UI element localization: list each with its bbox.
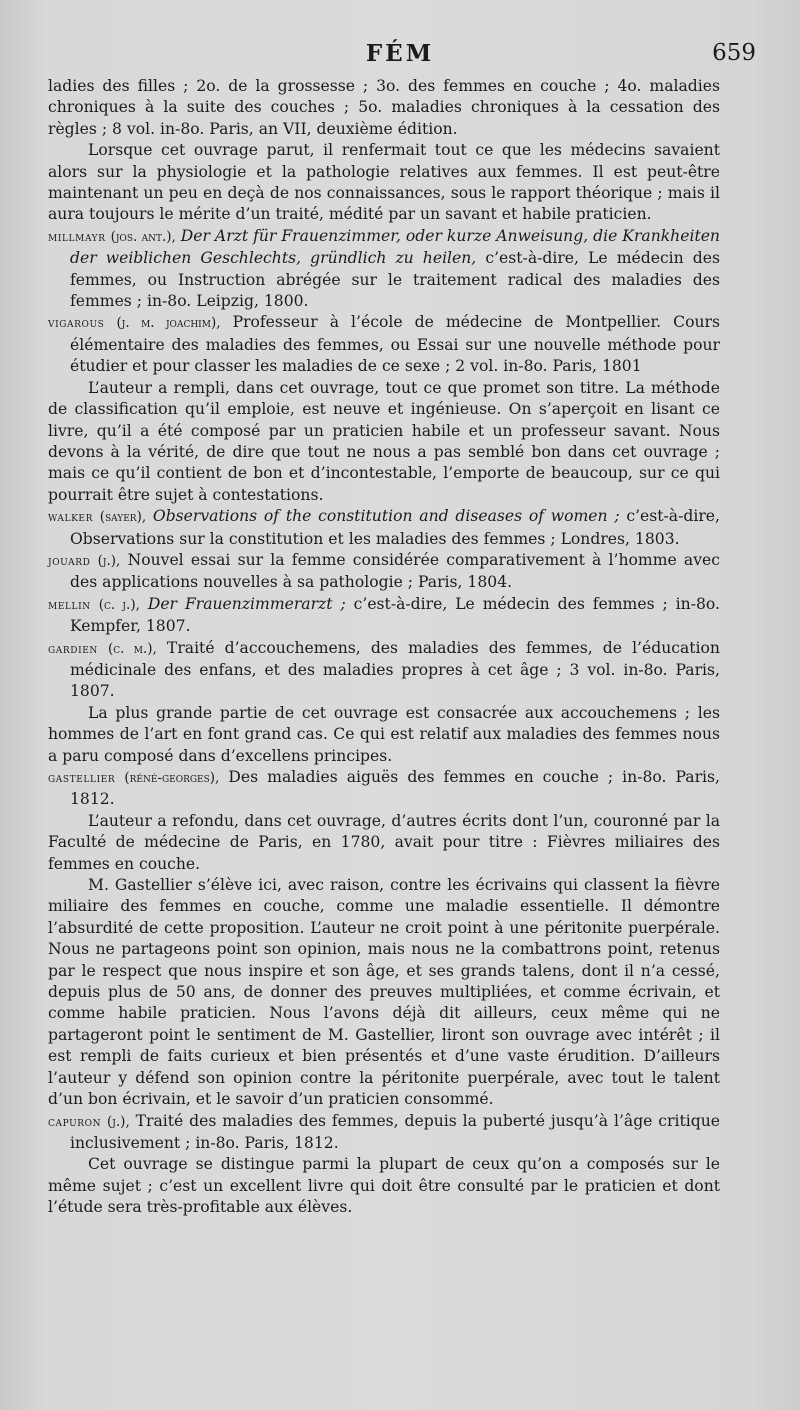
entry-text: c’est-à-dire, Observations sur la constitution et les maladies des femmes ; Londres, 1803. [70, 507, 720, 548]
page-header [0, 40, 800, 74]
entry-author: walker [48, 509, 93, 525]
entry-text: Traité d’accouchemens, des maladies des femmes, de l’éducation médicinale des enfans, et des maladies propres à cet âge ; 3 vol. in-8o. Paris, 1807. [70, 638, 720, 701]
entry-author-given: (j.), [107, 1113, 130, 1130]
entry-author: capuron [48, 1113, 102, 1129]
entry-author-given: (jos. ant.), [110, 228, 176, 245]
entry-title-italic: Der Arzt für Frauenzimmer, oder kurze Anweisung, die Krankheiten der weiblichen Geschlechts, gründlich zu heilen, [70, 226, 720, 268]
page-number: 659 [712, 40, 756, 66]
paragraph: Lorsque cet ouvrage parut, il renfermait tout ce que les médecins savaient alors sur la physiologie et la pathologie relatives aux femmes. Il est peut-être maintenant un peu en deçà de nos connaissances, sous le rapport théorique ; mais il aura toujours le mérite d’un traité, médité par un savant et habile praticien. [48, 141, 720, 224]
paragraph: M. Gastellier s’élève ici, avec raison, contre les écrivains qui classent la fièvre miliaire des femmes en couche, comme une maladie essentielle. Il démontre l’absurdité de cette proposition. L’auteur ne croit point à une péritonite puerpérale. Nous ne partageons point son opinion, mais nous ne la combattrons point, retenus par le respect que nous inspire et son âge, et ses grands talens, dont il n’a cessé, depuis plus de 50 ans, de donner des preuves multipliées, et comme écrivain, et comme habile praticien. Nous l’avons déjà dit ailleurs, ceux même qui ne partageront point le sentiment de M. Gastellier, liront son ouvrage avec intérêt ; il est rempli de faits curieux et bien présentés et d’une vaste érudition. D’ailleurs l’auteur y défend son opinion contre la péritonite puerpérale, avec tout le talent d’un bon écrivain, et le savoir d’un praticien consommé. [48, 876, 720, 1109]
paragraph: L’auteur a rempli, dans cet ouvrage, tout ce que promet son titre. La méthode de classification qu’il emploie, est neuve et ingénieuse. On s’aperçoit en lisant ce livre, qu’il a été composé par un praticien habile et un professeur savant. Nous devons à la vérité, de dire que tout ne nous a pas semblé bon dans cet ouvrage ; mais ce qu’il contient de bon et d’incontestable, l’emporte de beaucoup, sur ce qui pourrait être sujet à contestations. [48, 378, 720, 504]
entry-author-given: (c. j.), [98, 596, 140, 613]
entry-text: Professeur à l’école de médecine de Montpellier. Cours élémentaire des maladies des femmes, ou Essai sur une nouvelle méthode pour étudier et pour classer les maladies de ce sexe ; 2 vol. in-8o. Paris, 1801 [70, 313, 721, 376]
bibliography-entry [48, 1111, 720, 1155]
entry-author-given: (c. m.), [107, 640, 157, 657]
entry-author-given: (réné-georges), [124, 770, 220, 786]
entry-author: gastellier [48, 770, 116, 785]
bibliography-entry [48, 226, 720, 313]
bibliography-entry [48, 638, 720, 703]
bibliography-entry [48, 594, 720, 638]
entry-title-italic: Der Frauenzimmerarzt ; [147, 594, 346, 613]
entry-author-given: (j. m. joachim), [116, 315, 221, 332]
body-text [48, 76, 720, 1219]
paragraph: La plus grande partie de cet ouvrage est consacrée aux accouchemens ; les hommes de l’art en font grand cas. Ce qui est relatif aux maladies des femmes nous a paru composé dans d’excellens principes. [48, 703, 720, 765]
paragraph: Cet ouvrage se distingue parmi la plupart de ceux qu’on a composés sur le même sujet ; c’est un excellent livre qui doit être consulté par le praticien et dont l’étude sera très-profitable aux élèves. [48, 1155, 720, 1217]
entry-author-given: (sayer), [99, 509, 147, 526]
entry-author: gardien [48, 640, 98, 656]
entry-text: c’est-à-dire, Le médecin des femmes, ou Instruction abrégée sur le traitement radical des maladies des femmes ; in-8o. Leipzig, 1800. [70, 249, 720, 311]
running-head: FÉM [365, 40, 435, 67]
entry-text: Nouvel essai sur la femme considérée comparativement à l’homme avec des applications nouvelles à sa pathologie ; Paris, 1804. [70, 550, 720, 592]
entry-author: vigarous [48, 315, 105, 331]
entry-text: Traité des maladies des femmes, depuis la puberté jusqu’à l’âge critique inclusivement ; in-8o. Paris, 1812. [70, 1111, 720, 1152]
bibliography-entry [48, 506, 720, 550]
entry-author-given: (j.), [97, 552, 121, 569]
bibliography-entry [48, 550, 720, 594]
entry-author: millmayr [48, 228, 106, 244]
bibliography-entry [48, 312, 720, 377]
entry-author: jouard [48, 552, 91, 568]
entry-author: mellin [48, 596, 91, 612]
entry-text: Des maladies aiguës des femmes en couche ; in-8o. Paris, 1812. [70, 768, 720, 809]
entry-title-italic: Observations of the constitution and diseases of women ; [152, 507, 620, 526]
paragraph: L’auteur a refondu, dans cet ouvrage, d’autres écrits dont l’un, couronné par la Faculté de médecine de Paris, en 1780, avait pour titre : Fièvres miliaires des femmes en couche. [48, 811, 720, 873]
paragraph: ladies des filles ; 2o. de la grossesse ; 3o. des femmes en couche ; 4o. maladies chroniques à la suite des couches ; 5o. maladies chroniques à la cessation des règles ; 8 vol. in-8o. Paris, an VII, deuxième édition. [48, 77, 720, 138]
bibliography-entry [48, 767, 720, 811]
entry-text: c’est-à-dire, Le médecin des femmes ; in-8o. Kempfer, 1807. [70, 594, 720, 636]
